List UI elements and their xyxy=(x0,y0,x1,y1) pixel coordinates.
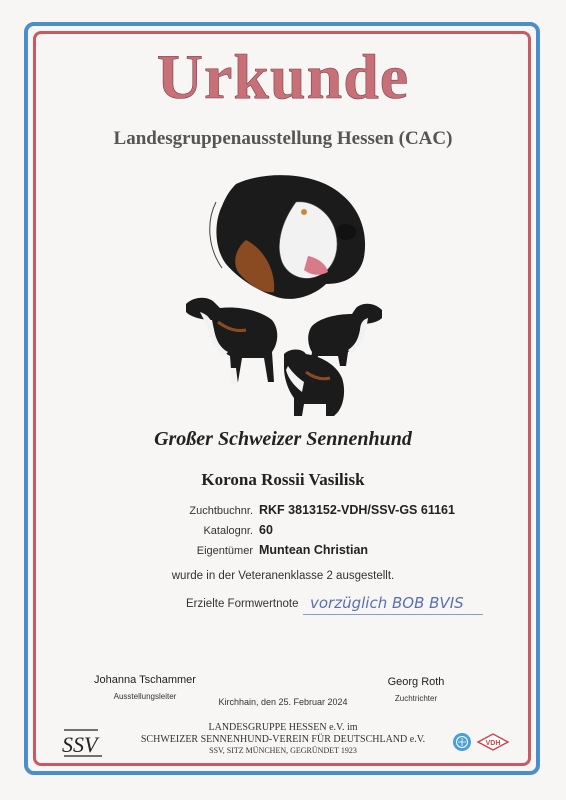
fci-logo-icon xyxy=(452,732,472,752)
dog-illustration xyxy=(176,172,390,420)
standing-dog-right-icon xyxy=(308,304,382,366)
field-owner xyxy=(0,542,566,562)
breed-name: Großer Schweizer Sennenhund xyxy=(154,428,412,450)
field-label: Katalognr. xyxy=(203,525,253,537)
signature-name: Georg Roth xyxy=(387,676,445,688)
grade-handwritten-value: vorzüglich BOB BVIS xyxy=(310,594,464,612)
club-footer xyxy=(100,722,466,755)
field-label: Zuchtbuchnr. xyxy=(189,505,253,517)
field-label: Eigentümer xyxy=(196,545,253,557)
club-line-1: LANDESGRUPPE HESSEN e.V. im xyxy=(208,722,358,733)
field-value: RKF 3813152-VDH/SSV-GS 61161 xyxy=(259,503,455,517)
dog-head-icon xyxy=(210,175,365,299)
club-line-2: SCHWEIZER SENNENHUND-VEREIN FÜR DEUTSCHLAND e.V. xyxy=(140,734,426,745)
event-subtitle: Landesgruppenausstellung Hessen (CAC) xyxy=(113,128,453,149)
signature-role: Ausstellungsleiter xyxy=(113,692,177,701)
signature-name: Johanna Tschammer xyxy=(94,674,196,686)
place-date: Kirchhain, den 25. Februar 2024 xyxy=(218,697,348,707)
class-statement: wurde in der Veteranenklasse 2 ausgestellt. xyxy=(171,570,395,582)
field-studbook xyxy=(0,502,566,522)
field-value: Muntean Christian xyxy=(259,543,369,557)
vdh-logo-text: VDH xyxy=(485,740,501,747)
ssv-logo-text: SSV xyxy=(62,732,98,757)
grade-row xyxy=(0,594,566,618)
field-value: 60 xyxy=(259,523,273,537)
standing-dog-left-icon xyxy=(186,298,277,384)
signature-role: Zuchtrichter xyxy=(394,694,438,703)
grade-underline xyxy=(303,614,483,615)
ssv-logo-icon xyxy=(58,726,106,760)
vdh-logo-icon xyxy=(476,733,510,751)
grade-label: Erzielte Formwertnote xyxy=(186,598,299,610)
sitting-dog-front-icon xyxy=(284,350,344,417)
certificate-title: Urkunde xyxy=(156,41,410,112)
club-line-3: SSV, SITZ MÜNCHEN, GEGRÜNDET 1923 xyxy=(209,746,357,755)
dog-name: Korona Rossii Vasilisk xyxy=(201,470,365,489)
field-catalog xyxy=(0,522,566,542)
